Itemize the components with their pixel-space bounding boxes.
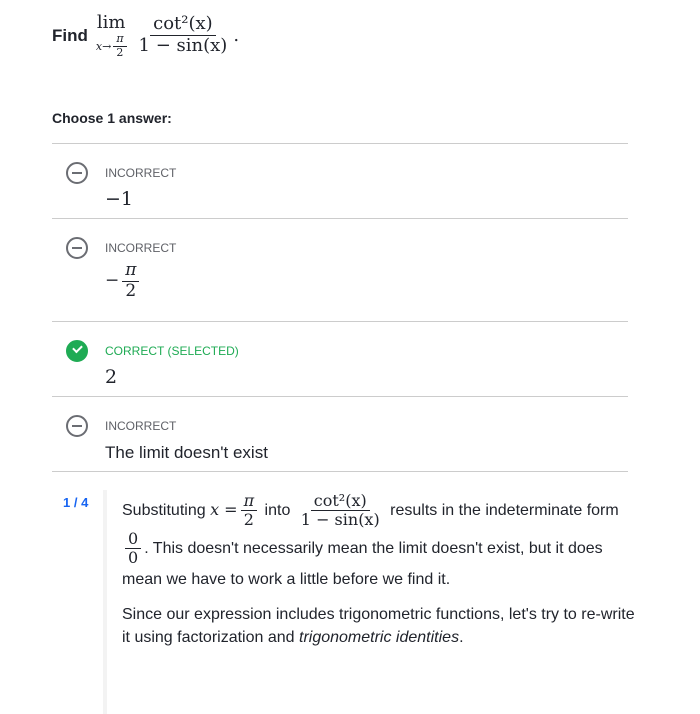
value-den: 2 (125, 280, 137, 301)
choice-status: INCORRECT (105, 241, 177, 255)
question-denominator: 1 − sin(x) (138, 35, 228, 57)
text: Substituting (122, 502, 206, 520)
math-num: 0 (125, 530, 141, 549)
divider (52, 471, 628, 472)
lim-text: lim (96, 12, 126, 33)
choice-status: INCORRECT (105, 419, 177, 433)
hint-text (122, 492, 642, 661)
hint-paragraph-1 (122, 492, 642, 591)
hint-paragraph-2 (122, 603, 642, 649)
choice-3[interactable] (52, 321, 628, 397)
hint-bar (103, 490, 107, 714)
value-sign: − (105, 270, 120, 291)
choice-status: INCORRECT (105, 166, 177, 180)
question-numerator: cot²(x) (150, 14, 216, 36)
question-period: . (233, 25, 240, 47)
math-den: 1 − sin(x) (300, 510, 380, 530)
choice-value: 2 (105, 366, 118, 388)
math-num: π (241, 492, 258, 511)
minus-circle-icon (66, 237, 88, 259)
minus-circle-icon (66, 162, 88, 184)
text: Since our expression includes trigonometric functions, let's try to re-write it using factorization and (122, 605, 635, 646)
value-num: π (122, 261, 139, 282)
minus-circle-icon (66, 415, 88, 437)
math-den: 0 (128, 548, 139, 568)
check-circle-icon (66, 340, 88, 362)
choice-value: −1 (105, 188, 134, 210)
choice-value (105, 261, 142, 301)
hint-count: 1 / 4 (63, 495, 89, 510)
limit-operator (96, 12, 127, 59)
choice-status: CORRECT (SELECTED) (105, 344, 239, 358)
choice-2[interactable] (52, 218, 628, 322)
math: x = (210, 500, 238, 520)
choose-label: Choose 1 answer: (52, 110, 172, 126)
lim-num: π (113, 33, 126, 47)
choice-value: The limit doesn't exist (105, 443, 268, 462)
question (52, 12, 239, 59)
text: results in the indeterminate form (390, 502, 619, 520)
math-den: 2 (243, 510, 254, 530)
text: into (264, 502, 291, 520)
math-num: cot²(x) (311, 492, 370, 511)
emphasis: trigonometric identities (299, 628, 460, 646)
choice-4[interactable] (52, 396, 628, 472)
choice-1[interactable] (52, 143, 628, 219)
lim-var: x→ (95, 39, 112, 53)
find-label: Find (52, 25, 88, 45)
text: . (459, 628, 464, 646)
text: . This doesn't necessarily mean the limit doesn't exist, but it does mean we have to work a little before we find it. (122, 539, 603, 588)
lim-den: 2 (116, 45, 124, 59)
